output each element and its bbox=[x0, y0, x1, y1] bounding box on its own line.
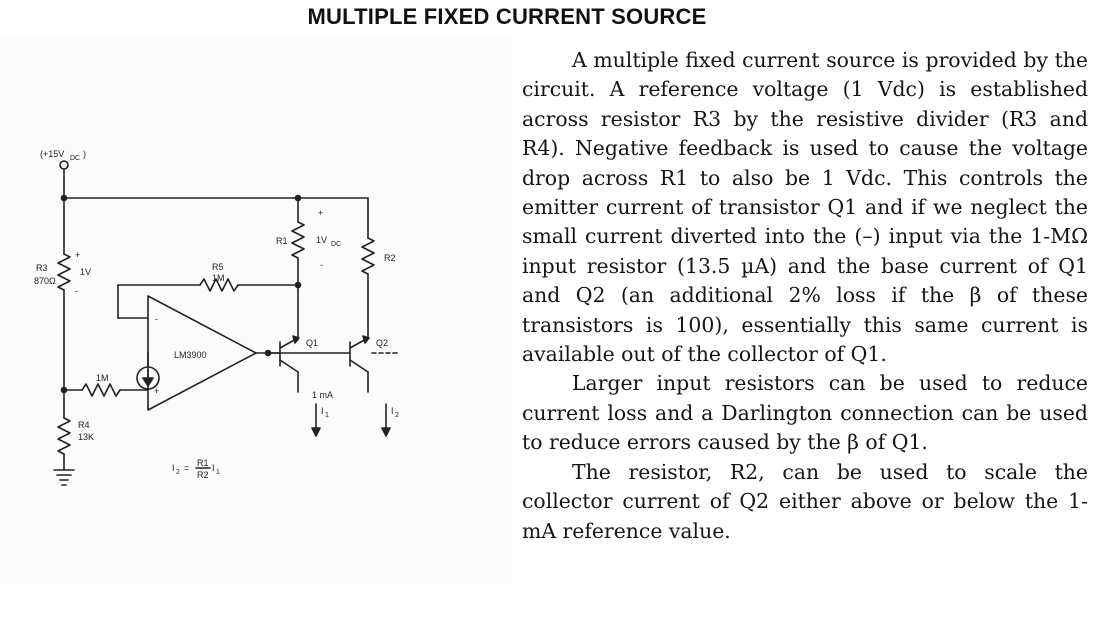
article-body bbox=[522, 46, 1088, 546]
formula-denominator: R2 bbox=[197, 470, 209, 480]
q1-label: Q1 bbox=[306, 338, 319, 348]
supply-label: (+15V bbox=[40, 149, 65, 159]
q2-label: Q2 bbox=[376, 338, 389, 348]
r1-voltage-subscript: DC bbox=[331, 241, 342, 248]
r1-name: R1 bbox=[276, 236, 288, 246]
formula-rhs: I bbox=[212, 463, 215, 473]
page-title: MULTIPLE FIXED CURRENT SOURCE bbox=[307, 4, 707, 29]
r2-name: R2 bbox=[384, 253, 396, 263]
q1-emitter-arrow bbox=[293, 336, 299, 343]
r5-value: 1M bbox=[212, 273, 225, 283]
input-resistor bbox=[82, 384, 120, 396]
opamp-label: LM3900 bbox=[174, 350, 207, 360]
formula-lhs-subscript: 2 bbox=[176, 469, 180, 476]
opamp-plus: + bbox=[154, 386, 160, 396]
r3-resistor bbox=[58, 254, 70, 290]
r1-resistor bbox=[292, 222, 304, 258]
q2-emitter-arrow bbox=[363, 336, 369, 343]
supply-close: ) bbox=[83, 149, 86, 159]
i2-subscript: 2 bbox=[395, 412, 399, 419]
input-resistor-value: 1M bbox=[96, 373, 109, 383]
r2-resistor bbox=[362, 238, 374, 274]
paragraph-3: The resistor, R2, can be used to scale the collector current of Q2 either above or below the 1-mA reference value. bbox=[522, 459, 1088, 543]
r4-name: R4 bbox=[78, 420, 90, 430]
current-source-arrow bbox=[143, 378, 153, 386]
i1-subscript: 1 bbox=[325, 412, 329, 419]
i2-label: I bbox=[391, 406, 394, 416]
formula-numerator: R1 bbox=[197, 458, 209, 468]
r4-value: 13K bbox=[78, 432, 95, 442]
r5-name: R5 bbox=[212, 262, 224, 272]
r1-voltage: 1V bbox=[316, 235, 328, 245]
r3-value: 870Ω bbox=[34, 276, 56, 286]
formula-lhs: I bbox=[172, 463, 175, 473]
r1-plus: + bbox=[318, 208, 324, 218]
circuit-schematic bbox=[0, 36, 512, 584]
r3-name: R3 bbox=[36, 263, 48, 273]
paragraph-1: A multiple fixed current source is provided by the circuit. A reference voltage (1 Vdc) is established across resistor R3 by the resistive divider (R3 and R4). Negative feedback is used to cause the voltage drop across R1 to also be 1 Vdc. This controls the emitter current of transistor Q1 and if we neglect the small current diverted into the (–) input via the 1-MΩ input resistor (13.5 µA) and the base current of Q1 and Q2 (an additional 2% loss if the β of these transistors is 100), essentially this same current is available out of the collector of Q1. bbox=[522, 48, 1088, 367]
r4-resistor bbox=[58, 418, 70, 454]
opamp-minus: - bbox=[155, 314, 158, 324]
formula-rhs-subscript: 1 bbox=[216, 469, 220, 476]
r3-voltage: 1V bbox=[80, 267, 92, 277]
r3-plus: + bbox=[75, 250, 81, 260]
supply-terminal bbox=[60, 161, 68, 169]
ground-symbol bbox=[54, 470, 74, 485]
schematic-drawing bbox=[0, 36, 512, 584]
r3-minus: - bbox=[75, 286, 78, 296]
supply-subscript: DC bbox=[70, 155, 81, 162]
current-label: 1 mA bbox=[312, 390, 334, 400]
formula-equals: = bbox=[184, 463, 190, 473]
r1-minus: - bbox=[320, 260, 323, 270]
i1-label: I bbox=[321, 406, 324, 416]
paragraph-2: Larger input resistors can be used to reduce current loss and a Darlington connection can be used to reduce errors caused by the β of Q1. bbox=[522, 371, 1088, 455]
